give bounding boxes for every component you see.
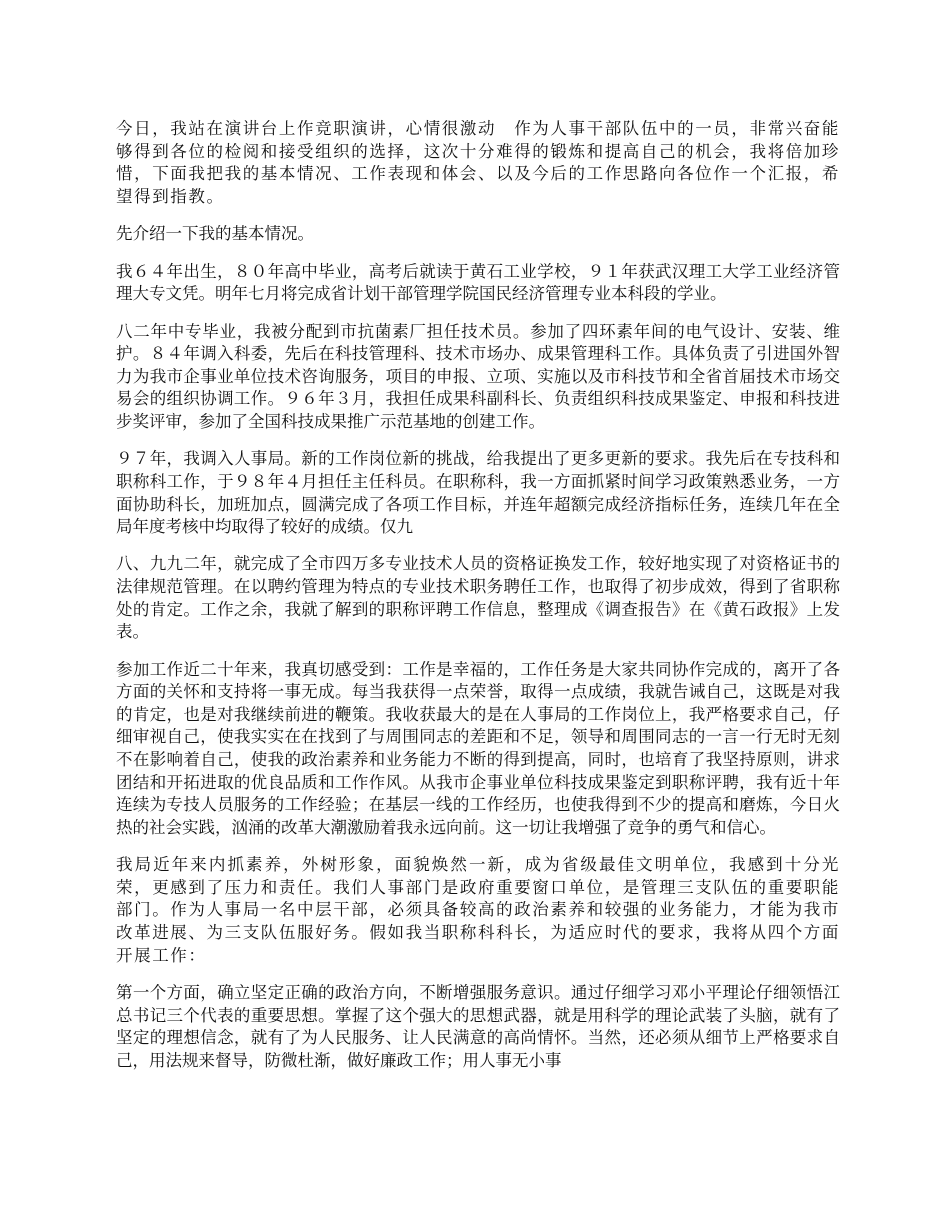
paragraph-certificate-work: 八、九九二年，就完成了全市四万多专业技术人员的资格证换发工作，较好地实现了对资格证书的法律规范管理。在以聘约管理为特点的专业技术职务聘任工作，也取得了初步成效，得到了省职称处的肯定。工作之余，我就了解到的职称评聘工作信息，整理成《调查报告》在《黄石政报》上发表。 [116,554,840,642]
document-page [116,118,840,1087]
paragraph-basic-info-heading: 先介绍一下我的基本情况。 [116,224,314,244]
paragraph-reflection: 参加工作近二十年来，我真切感受到：工作是幸福的，工作任务是大家共同协作完成的，离开了各方面的关怀和支持将一事无成。每当我获得一点荣誉，取得一点成绩，我就告诫自己，这既是对我的肯定，也是对我继续前进的鞭策。我收获最大的是在人事局的工作岗位上，我严格要求自己，仔细审视自己，使我实实在在找到了与周围同志的差距和不足，领导和周围同志的一言一行无时无刻不在影响着自己，使我的政治素养和业务能力不断的得到提高，同时，也培育了我坚持原则，讲求团结和开拓进取的优良品质和工作作风。从我市企事业单位科技成果鉴定到职称评聘，我有近十年连续为专技人员服务的工作经验；在基层一线的工作经历，也使我得到不少的提高和磨炼，今日火热的社会实践，汹涌的改革大潮激励着我永远向前。这一切让我增强了竞争的勇气和信心。 [116,659,840,837]
paragraph-intro: 今日，我站在演讲台上作竞职演讲，心情很激动 作为人事干部队伍中的一员，非常兴奋能够得到各位的检阅和接受组织的选择，这次十分难得的锻炼和提高自己的机会，我将倍加珍惜，下面我把我的基本情况、工作表现和体会、以及今后的工作思路向各位作一个汇报，希望得到指教。 [116,119,840,206]
paragraph-personnel-bureau: ９７年，我调入人事局。新的工作岗位新的挑战，给我提出了更多更新的要求。我先后在专技科和职称科工作，于９８年４月担任主任科员。在职称科，我一方面抓紧时间学习政策熟悉业务，一方面协助科长，加班加点，圆满完成了各项工作目标，并连年超额完成经济指标任务，连续几年在全局年度考核中均取得了较好的成绩。仅九 [116,449,840,537]
paragraph-first-aspect: 第一个方面，确立坚定正确的政治方向，不断增强服务意识。通过仔细学习邓小平理论仔细领悟江总书记三个代表的重要思想。掌握了这个强大的思想武器，就是用科学的理论武装了头脑，就有了坚定的理想信念，就有了为人民服务、让人民满意的高尚情怀。当然，还必须从细节上严格要求自己，用法规来督导，防微杜渐，做好廉政工作；用人事无小事 [116,982,840,1070]
paragraph-bureau-image: 我局近年来内抓素养，外树形象，面貌焕然一新，成为省级最佳文明单位，我感到十分光荣，更感到了压力和责任。我们人事部门是政府重要窗口单位，是管理三支队伍的重要职能部门。作为人事局一名中层干部，必须具备较高的政治素养和较强的业务能力，才能为我市改革进展、为三支队伍服好务。假如我当职称科科长，为适应时代的要求，我将从四个方面开展工作： [116,855,840,965]
paragraph-education: 我６４年出生，８０年高中毕业，高考后就读于黄石工业学校，９１年获武汉理工大学工业经济管理大专文凭。明年七月将完成省计划干部管理学院国民经济管理专业本科段的学业。 [116,261,840,304]
paragraph-early-career: 八二年中专毕业，我被分配到市抗菌素厂担任技术员。参加了四环素年间的电气设计、安装、维护。８４年调入科委，先后在科技管理科、技术市场办、成果管理科工作。具体负责了引进国外智力为我市企事业单位技术咨询服务，项目的申报、立项、实施以及市科技节和全省首届技术市场交易会的组织协调工作。９６年３月，我担任成果科副科长、负责组织科技成果鉴定、申报和科技进步奖评审，参加了全国科技成果推广示范基地的创建工作。 [116,321,840,431]
